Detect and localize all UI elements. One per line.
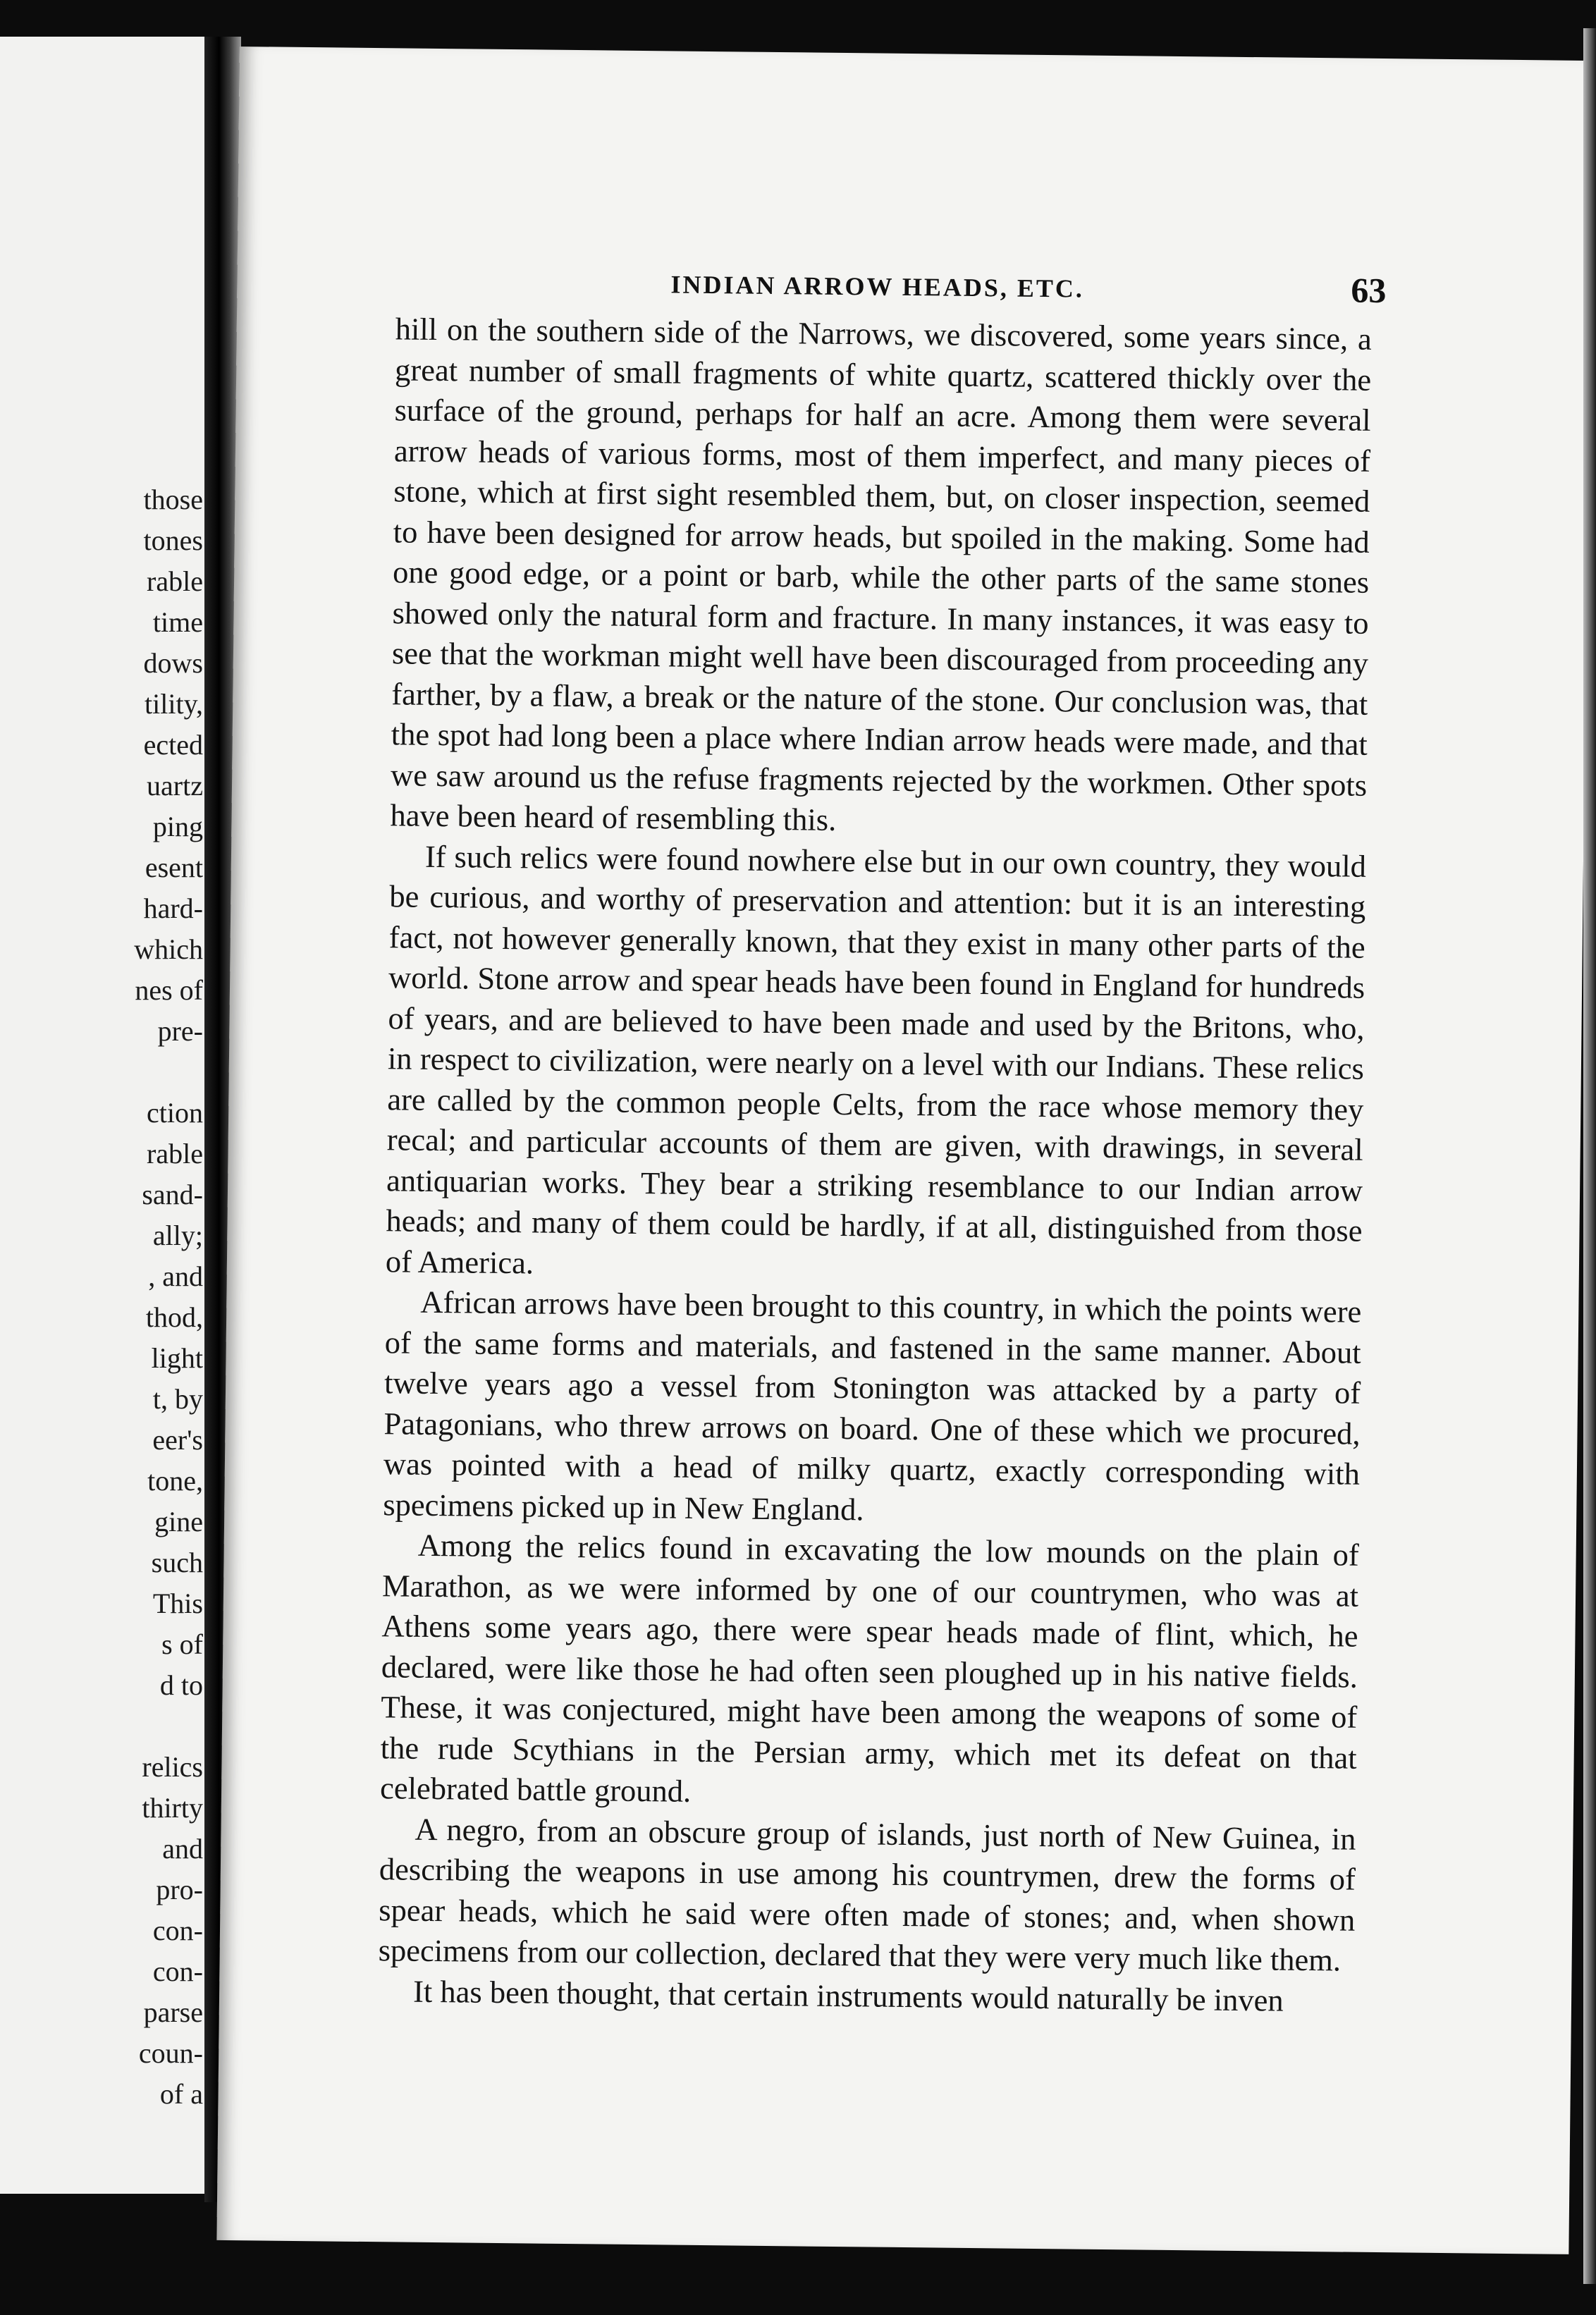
- left-line: uartz: [147, 770, 203, 802]
- left-page-text: [0, 479, 203, 2115]
- paragraph: African arrows have been brought to this country, in which the points were of the same forms and materials, and fastened in the same manner. About twelve years ago a vessel from Stonington was attacked by a party of Patagonians, who threw arrows on board. One of these which we procured, was pointed with a head of milky quartz, exactly corresponding with specimens picked up in New England.: [383, 1284, 1362, 1527]
- left-line: d to: [159, 1669, 203, 1701]
- left-line: thod,: [145, 1301, 203, 1333]
- left-line: those: [143, 484, 203, 515]
- left-line: ping: [152, 811, 203, 842]
- paragraph: A negro, from an obscure group of islands, just north of New Guinea, in describing the weapons in use among his countrymen, drew the forms of spear heads, which he said were often made of stones; and, when shown specimens from our collection, declared that they were very much like them.: [378, 1811, 1356, 1978]
- left-line: which: [134, 933, 203, 965]
- paragraph: Among the relics found in excavating the low mounds on the plain of Marathon, as we were informed by one of our countrymen, who was at Athens some years ago, there were spear heads made of flint, which, he declared, were like those he had often seen ploughed up in his native fields. These, it was conjectured, might have been among the weapons of some of the rude Scythians in the Persian army, which met its defeat on that celebrated battle ground.: [379, 1527, 1359, 1809]
- left-line: ally;: [152, 1220, 203, 1251]
- left-line: thirty: [142, 1792, 203, 1824]
- left-line: [0, 1052, 203, 1093]
- left-line: This: [152, 1588, 203, 1619]
- page-number: 63: [1351, 270, 1387, 311]
- left-line: eer's: [152, 1424, 203, 1456]
- left-line: ected: [143, 729, 203, 761]
- left-line: t, by: [152, 1383, 203, 1415]
- left-line: , and: [148, 1260, 203, 1292]
- left-line: tone,: [147, 1465, 203, 1497]
- left-line: [0, 1706, 203, 1747]
- left-line: gine: [154, 1506, 203, 1537]
- left-line: time: [152, 606, 203, 638]
- left-line: con-: [152, 1955, 203, 1987]
- left-line: ction: [147, 1097, 203, 1129]
- left-line: pre-: [157, 1015, 203, 1047]
- left-line: rable: [147, 1138, 203, 1169]
- page-edge: [1583, 28, 1596, 2284]
- left-line: s of: [161, 1628, 203, 1660]
- body-text: [378, 309, 1372, 2021]
- left-line: tones: [143, 524, 203, 556]
- left-line: parse: [143, 1996, 203, 2028]
- running-head: INDIAN ARROW HEADS, ETC.: [670, 270, 1085, 303]
- left-line: hard-: [143, 892, 203, 924]
- paragraph: hill on the southern side of the Narrows, we discovered, some years since, a great number of small fragments of white quartz, scattered thickly over the surface of the ground, perhaps for half an acre. Among them were several arrow heads of various forms, most of them imperfect, and many pieces of stone, which at first sight resembled them, but, on closer inspection, seemed to have been designed for arrow heads, but spoiled in the making. Some had one good edge, or a point or barb, while the other parts of the same stones showed only the natural form and fracture. In many instances, it was easy to see that the workman might well have been discouraged from proceeding any farther, by a flaw, a break or the nature of the stone. Our conclusion was, that the spot had long been a place where Indian arrow heads were made, and that we saw around us the refuse fragments rejected by the workmen. Other spots have been heard of resembling this.: [390, 311, 1373, 837]
- paragraph: If such relics were found nowhere else but in our own country, they would be curious, and worthy of preservation and attention: but it is an interesting fact, not however generally known, that they exist in many other parts of the world. Stone arrow and spear heads have been found in England for hundreds of years, and are believed to have been made and used by the Britons, who, in respect to civilization, were nearly on a level with our Indians. These relics are called by the common people Celts, from the race whose memory they recal; and particular accounts of them are given, with drawings, in several antiquarian works. They bear a striking resemblance to our Indian arrow heads; and many of them could be hardly, if at all, distinguished from those of America.: [385, 838, 1367, 1280]
- left-page: [0, 37, 211, 2194]
- left-line: of a: [159, 2078, 203, 2110]
- left-line: rable: [147, 565, 203, 597]
- left-line: relics: [142, 1751, 203, 1783]
- right-page: [216, 47, 1591, 2254]
- left-line: dows: [143, 647, 203, 679]
- left-line: sand-: [142, 1179, 203, 1210]
- left-line: con-: [152, 1915, 203, 1946]
- left-line: and: [162, 1833, 203, 1865]
- left-line: coun-: [138, 2037, 203, 2069]
- left-line: esent: [145, 852, 203, 883]
- left-line: nes of: [135, 974, 203, 1006]
- paragraph: It has been thought, that certain instruments would naturally be inven: [412, 1973, 1284, 2018]
- left-line: light: [151, 1342, 203, 1374]
- left-line: pro-: [156, 1874, 203, 1905]
- left-line: such: [151, 1547, 203, 1578]
- left-line: tility,: [145, 688, 203, 720]
